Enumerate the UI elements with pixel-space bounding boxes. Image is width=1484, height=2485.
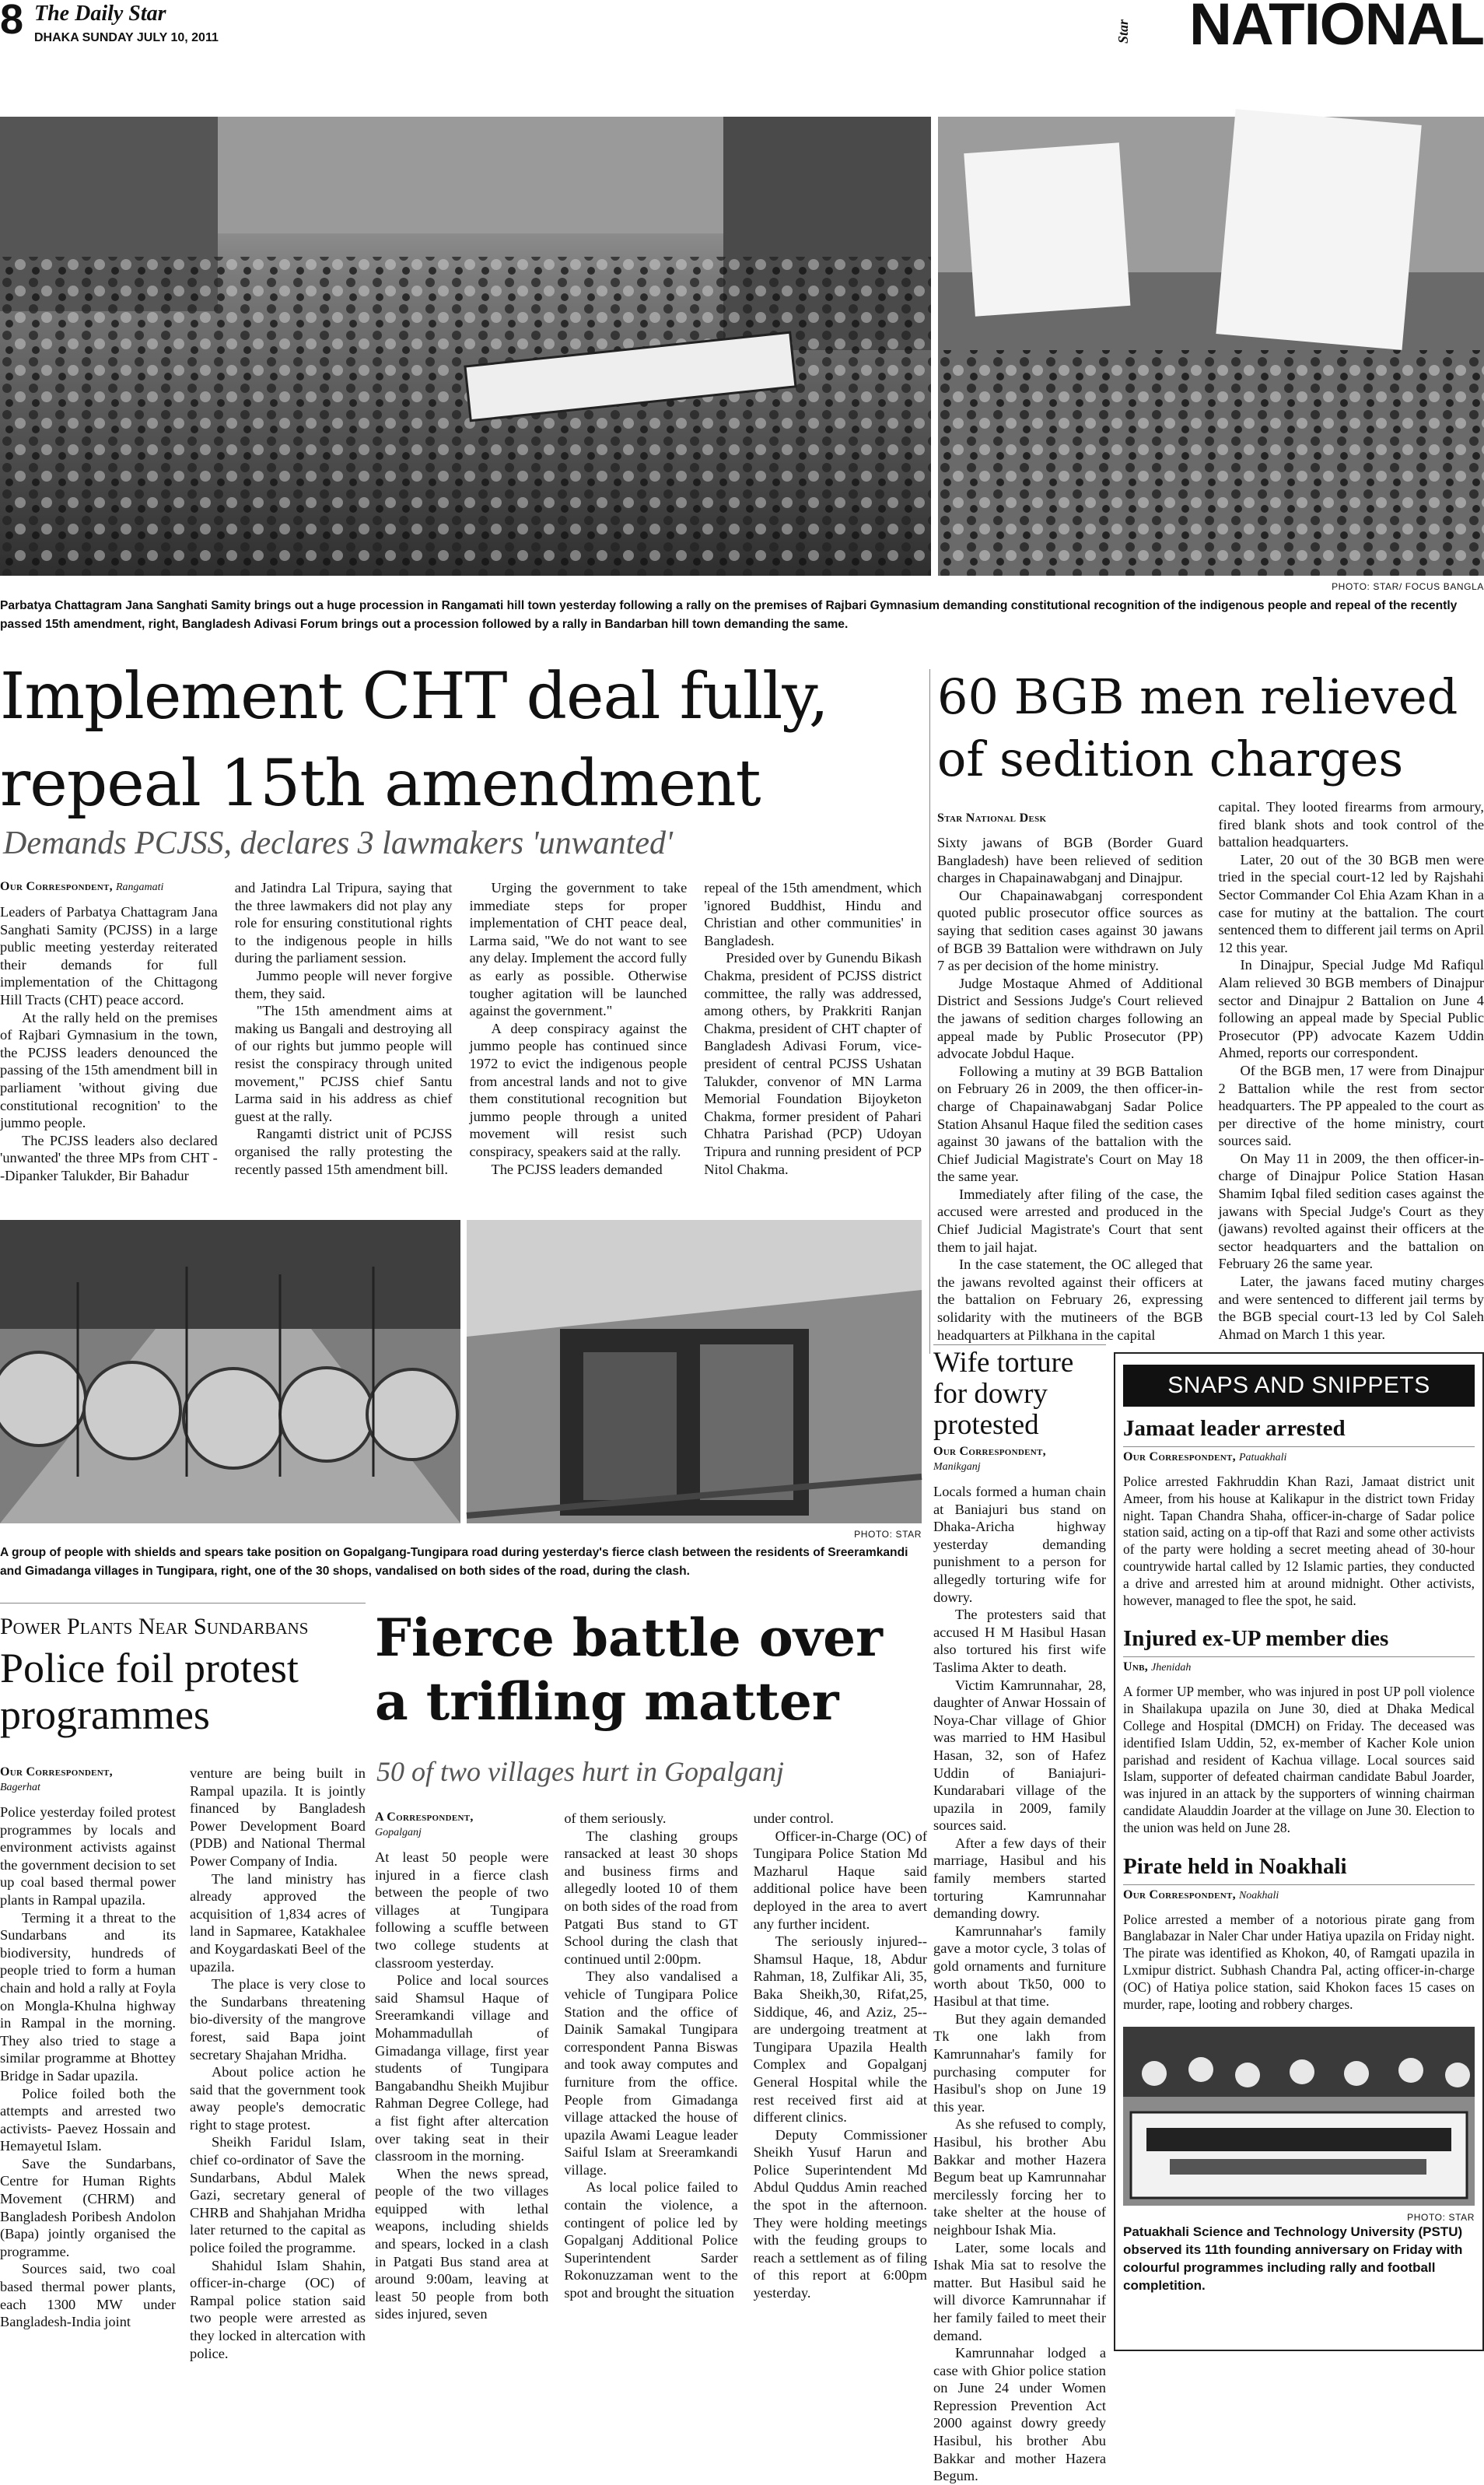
snap-up-byline	[1123, 1656, 1475, 1676]
battle-c2-p4: As local police failed to contain the violence, a contingent of police led by Gopalganj Additional Police Superintendent Sarder Rokonuzzaman went to the spot and brought the situation	[564, 2178, 737, 2301]
dowry-article	[933, 1444, 1106, 2485]
bgb-c2-p1: capital. They looted firearms from armoury, fired blank shots and took control of the battalion headquarters.	[1219, 798, 1484, 851]
battle-column-2	[564, 1810, 737, 2323]
top-photo-caption: Parbatya Chattagram Jana Sanghati Samity brings out a huge procession in Rangamati hill town yesterday following a rally on the premises of Rajbari Gymnasium demanding constitutional recognition of the indigenous people and repeal of the recently passed 15th amendment, right, Bangladesh Adivasi Forum brings out a procession followed by a rally in Bandarban hill town demanding the same.	[0, 597, 1484, 634]
cht-headline: Implement CHT deal fully, repeal 15th amendment	[0, 654, 926, 828]
battle-c2-p1: of them seriously.	[564, 1810, 737, 1828]
section-logo: Star	[1115, 19, 1132, 44]
dowry-top-rule	[933, 1344, 1106, 1345]
vandalised-shop-photo	[467, 1220, 922, 1523]
column-rule	[929, 669, 930, 1354]
power-c2-p1: venture are being built in Rampal upazila. It is jointly financed by Bangladesh Power Development Board (PDB) and National Thermal Power Company of India.	[190, 1765, 366, 1870]
bgb-column-2	[1219, 798, 1484, 1344]
snaps-title: SNAPS AND SNIPPETS	[1167, 1372, 1430, 1398]
mid-photo-caption: A group of people with shields and spears take position on Gopalgang-Tungipara road during yesterday's fierce clash between the residents of Sreeramkandi and Gimadanga villages in Tungipara, right, one of the 30 shops, vandalised on both sides of the road, during the clash.	[0, 1544, 926, 1581]
bgb-c2-p4: Of the BGB men, 17 were from Dinajpur 2 Battalion while the rest from sector headquarters. The PP appealed to the court as per directive of the home ministry, court sources said.	[1219, 1062, 1484, 1150]
snaps-box	[1114, 1352, 1484, 2351]
power-c2-p5: Sheikh Faridul Islam, chief co-ordinator of Save the Sundarbans, Abdul Malek Gazi, secretary general of CHRB and Shahjahan Mridha later returned to the capital as police foiled the programme.	[190, 2133, 366, 2256]
bgb-c2-p5: On May 11 in 2009, the then officer-in-charge of Dinajpur Police Station Hasan Shamim Iqbal filed sedition cases against the jawans with Special Judge's Court as they (jawans) revolted against their officers at the sector headquarters and the battalion on February 26 the same year.	[1219, 1150, 1484, 1273]
cht-c1-p3: The PCJSS leaders also declared 'unwanted' the three MPs from CHT --Dipanker Talukder, Bir Bahadur	[0, 1132, 218, 1185]
cht-c1-p2: At the rally held on the premises of Rajbari Gymnasium in the town, the PCJSS leaders denounced the passing of the 15th amendment bill in parliament 'without giving due constitutional recognition' to the jummo people.	[0, 1009, 218, 1132]
page-number: 8	[0, 0, 23, 44]
power-byline	[0, 1765, 176, 1796]
battle-c2-p2: The clashing groups ransacked at least 30 shops and business firms and allegedly looted 10 of them on both sides of the road from Patgati Bus stand to GT School during the clash that continued until 2:00pm.	[564, 1828, 737, 1968]
bgb-c1-p2: Our Chapainawabganj correspondent quoted public prosecutor office sources as saying that sedition cases against 30 jawans of BGB 39 Battalion were withdrawn on July 7 as per decision of the home ministry.	[937, 887, 1203, 975]
bgb-c2-p2: Later, 20 out of the 30 BGB men were tried in the special court-12 led by Rajshahi Sector Commander Col Ehia Azam Khan in a case for mutiny at the battalion. The court sentenced them to different jail terms on April 12 this year.	[1219, 851, 1484, 957]
snaps-title-bar	[1123, 1365, 1475, 1407]
masthead: The Daily Star	[34, 2, 166, 26]
power-article	[0, 1765, 366, 2362]
power-c2-p2: The land ministry has already approved the acquisition of 1,834 acres of land in Sapmaree, Katakhalee and Koygardaskati Beel of the upazila.	[190, 1870, 366, 1976]
dowry-headline: Wife torture for dowry protested	[933, 1348, 1106, 1441]
power-top-rule	[0, 1603, 366, 1604]
cht-c4-p1: repeal of the 15th amendment, which 'ignored Buddhist, Hindu and Christian and other communities' in Bangladesh.	[704, 879, 922, 949]
dowry-byline-text: Our Correspondent,	[933, 1445, 1046, 1458]
battle-c3-p3: The seriously injured--Shamsul Haque, 18, Abdur Rahman, 18, Zulfikar Ali, 35, Baka Sheikh,30, Rifat,25, Siddique, 46, and Aziz, 25--are undergoing treatment at Tungipara Upazila Health Complex and Gopalganj General Hospital while the rest received first aid at different clinics.	[754, 1933, 927, 2126]
battle-column-3	[754, 1810, 927, 2323]
snap-item-pirate	[1123, 1854, 1475, 2014]
power-column-1	[0, 1765, 176, 2362]
snap-jamaat-location: Patuakhali	[1239, 1452, 1286, 1463]
cht-column-2	[235, 879, 453, 1185]
power-location: Bagerhat	[0, 1780, 176, 1796]
snap-jamaat-byline	[1123, 1446, 1475, 1466]
battle-byline-text: A Correspondent,	[375, 1810, 474, 1824]
battle-c3-p4: Deputy Commissioner Sheikh Yusuf Harun and Police Superintendent Md Abdul Quddus Amin reached the spot in the afternoon. They were holding meetings with the feuding groups to reach a settlement as of filing of this report at 6:00pm yesterday.	[754, 2126, 927, 2302]
battle-c2-p3: They also vandalised a vehicle of Tungipara Police Station and the office of Dainik Samakal Tungipara correspondent Panna Biswas and took away computes and furniture from the office. People from Gimadanga village attacked the house of upazila Awami League leader Saiful Islam at Sreeramkandi village.	[564, 1968, 737, 2178]
cht-c2-p1: and Jatindra Lal Tripura, saying that the three lawmakers did not play any role for ensuring constitutional rights to the indigenous people in hills during the parliament session.	[235, 879, 453, 967]
snap-item-jamaat	[1123, 1416, 1475, 1609]
power-c2-p3: The place is very close to the Sundarbans threatening bio-diversity of the mangrove forest, said Bapa joint secretary Shajahan Mridha.	[190, 1975, 366, 2063]
snap-jamaat-body: Police arrested Fakhruddin Khan Razi, Jamaat district unit Ameer, from his house at Kalikapur in the district town Friday night. Tapan Chandra Shaha, officer-in-charge of Sadar police station said, acting on a tip-off that Razi and some other activists of the party were holding a secret meeting ahead of 30-hour countrywide hartal called by 12 Islamic parties, they conducted a drive and arrested him at around midnight. Other activists, however, managed to flee the spot, he said.	[1123, 1474, 1475, 1609]
shields-spears-photo	[0, 1220, 460, 1523]
dowry-p7: As she refused to comply, Hasibul, his brother Abu Bakkar and mother Hazera Begum beat up Kamrunnahar mercilessly forcing her to take shelter at the house of neighbour Ishak Mia.	[933, 2115, 1106, 2238]
dowry-p8: Later, some locals and Ishak Mia sat to resolve the matter. But Hasibul said he will divorce Kamrunnahar if her family failed to meet their demand.	[933, 2239, 1106, 2345]
snap-pirate-body: Police arrested a member of a notorious pirate gang from Banglabazar in Naler Char under Hatiya upazila on Friday night. The pirate was identified as Khokon, 40, of Ramgati upazila in Lxmipur district. Subhash Chandra Pal, acting officer-in-charge (OC) of Hatiya police station, said Khokon faces 15 cases on murder, rape, looting and robbery charges.	[1123, 1912, 1475, 2014]
bgb-byline	[937, 811, 1203, 826]
section-title: NATIONAL	[1189, 0, 1484, 58]
bgb-c1-p1: Sixty jawans of BGB (Border Guard Bangladesh) have been relieved of sedition charges in Chapainawabganj and Dinajpur.	[937, 834, 1203, 887]
cht-c1-p1: Leaders of Parbatya Chattagram Jana Sanghati Samity (PCJSS) in a large public meeting yesterday reiterated their demands for full implementation of the Chittagong Hill Tracts (CHT) peace accord.	[0, 903, 218, 1009]
power-headline: Police foil protest programmes	[0, 1645, 366, 1738]
power-c2-p4: About police action he said that the government took away people's democratic right to stage protest.	[190, 2063, 366, 2133]
bandarban-procession-photo	[938, 117, 1484, 576]
dateline: DHAKA SUNDAY JULY 10, 2011	[34, 31, 219, 45]
cht-c2-p4: Rangamti district unit of PCJSS organised the rally protesting the recently passed 15th amendment bill.	[235, 1125, 453, 1178]
cht-article	[0, 879, 922, 1185]
battle-c1-p2: Police and local sources said Shamsul Haque of Sreeramkandi village and Mohammadullah of Gimadanga village, first year students of Tungipara Bangabandhu Sheikh Mujibur Rahman Degree College, had a fist fight after altercation over taking seat in their classroom in the morning.	[375, 1972, 548, 2165]
dowry-p4: After a few days of their marriage, Hasibul and his family members started torturing Kamrunnahar demanding dowry.	[933, 1835, 1106, 1922]
power-c1-p1: Police yesterday foiled protest programmes by locals and environment activists against the government decision to set up coal based thermal power plants in Rampal upazila.	[0, 1803, 176, 1909]
cht-c4-p2: Presided over by Gunendu Bikash Chakma, president of PCJSS district committee, the rally was addressed, among others, by Prakkriti Ranjan Chakma, president of CHT chapter of Bangladesh Adivasi Forum, vice-president of central PCJSS Ushatan Talukder, convenor of MN Larma Memorial Foundation Bijoyketon Chakma, former president of Pahari Chhatra Parishad (PCP) Udoyan Tripura and running president of PCP Nitol Chakma.	[704, 949, 922, 1178]
battle-c1-p3: When the news spread, people of the two villages equipped with lethal weapons, including shields and spears, locked in a clash in Patgati Bus stand area at around 9:00am, leaving at least 50 people from both sides injured, seven	[375, 2165, 548, 2323]
cht-column-3	[470, 879, 688, 1185]
dowry-p1: Locals formed a human chain at Baniajuri bus stand on Dhaka-Aricha highway yesterday demanding punishment to a person for allegedly torturing wife for dowry.	[933, 1483, 1106, 1606]
snap-jamaat-headline: Jamaat leader arrested	[1123, 1416, 1475, 1442]
dowry-location: Manikganj	[933, 1460, 1106, 1475]
dowry-p3: Victim Kamrunnahar, 28, daughter of Anwar Hossain of Noya-Char village of Ghior was married to HM Hasibul Hasan, 32, son of Hafez Uddin of Baniajuri-Kundarabari village of the upazila in 2009, family sources said.	[933, 1677, 1106, 1835]
bgb-article	[937, 811, 1484, 1344]
snap-pirate-byline	[1123, 1884, 1475, 1904]
cht-c2-p3: "The 15th amendment aims at making us Bangali and destroying all of our rights but jummo people will resist the conspiracy through united movement," PCJSS chief Santu Larma said in his address as chief guest at the rally.	[235, 1002, 453, 1125]
rangamati-procession-photo	[0, 117, 931, 576]
cht-subhead: Demands PCJSS, declares 3 lawmakers 'unwanted'	[3, 825, 921, 862]
power-c1-p3: Police foiled both the attempts and arrested two activists- Paevez Hossain and Hemayetul Islam.	[0, 2085, 176, 2155]
bgb-headline: 60 BGB men relieved of sedition charges	[937, 666, 1482, 790]
cht-c3-p2: A deep conspiracy against the jummo people has continued since 1972 to evict the indigenous people from ancestral lands and not to give them constitutional recognition but jummo people through a united movement will resist such conspiracy, speakers said at the rally.	[470, 1020, 688, 1161]
vandalised-shop-image	[467, 1220, 922, 1523]
pstu-anniversary-image	[1123, 2027, 1475, 2206]
cht-c2-p2: Jummo people will never forgive them, they said.	[235, 967, 453, 1002]
battle-c1-p1: At least 50 people were injured in a fierce clash between the people of two villages at Tungipara following a scuffle between two college students at classroom yesterday.	[375, 1849, 548, 1972]
battle-c3-p2: Officer-in-Charge (OC) of Tungipara Police Station Md Mazharul Haque said additional police have been deployed in the area to avert any further incident.	[754, 1828, 927, 1933]
power-byline-text: Our Correspondent,	[0, 1765, 113, 1779]
bgb-c1-p4: Following a mutiny at 39 BGB Battalion on February 26 in 2009, the then officer-in-charge of Chapainawabganj Sadar Police Station Ahsanul Haque filed the sedition cases against 30 jawans of the battalion with the Chief Judicial Magistrate's Court on May 18 the same year.	[937, 1063, 1203, 1186]
cht-column-1	[0, 879, 218, 1185]
snap-pirate-headline: Pirate held in Noakhali	[1123, 1854, 1475, 1880]
cht-c3-p3: The PCJSS leaders demanded	[470, 1161, 688, 1179]
mid-photo-credit: PHOTO: STAR	[700, 1529, 922, 1540]
shields-spears-image	[0, 1220, 460, 1523]
snap-up-byline-text: Unb,	[1123, 1660, 1148, 1674]
dowry-p9: Kamrunnahar lodged a case with Ghior police station on June 24 under Women Repression Prevention Act 2000 against dowry greedy Hasibul, his brother Abu Bakkar and mother Hazera Begum.	[933, 2344, 1106, 2485]
battle-article	[375, 1810, 927, 2323]
battle-c3-p1: under control.	[754, 1810, 927, 1828]
cht-location: Rangamati	[116, 881, 163, 893]
pstu-anniversary-photo	[1123, 2027, 1475, 2206]
cht-c3-p1: Urging the government to take immediate steps for proper implementation of CHT peace deal, Larma said, "We do not want to see any delay. Implement the accord fully as early as possible. Otherwise tougher agitation will be launched against the government."	[470, 879, 688, 1020]
pstu-photo-caption: Patuakhali Science and Technology University (PSTU) observed its 11th founding anniversary on Friday with colourful programmes including rally and football completition.	[1123, 2223, 1475, 2294]
battle-subhead: 50 of two villages hurt in Gopalganj	[376, 1755, 929, 1788]
dowry-p5: Kamrunnahar's family gave a motor cycle, 3 tolas of gold ornaments and furniture worth about Tk50, 000 to Hasibul at that time.	[933, 1922, 1106, 2010]
bandarban-procession-image	[938, 117, 1484, 576]
battle-byline	[375, 1810, 548, 1841]
bgb-column-1	[937, 811, 1203, 1344]
battle-column-1	[375, 1810, 548, 2323]
top-photo-credit: PHOTO: STAR/ FOCUS BANGLA	[1167, 581, 1484, 592]
snap-pirate-byline-text: Our Correspondent,	[1123, 1888, 1236, 1901]
cht-byline-text: Our Correspondent,	[0, 880, 113, 893]
power-c1-p5: Sources said, two coal based thermal power plants, each 1300 MW under Bangladesh-India joint	[0, 2260, 176, 2330]
cht-column-4	[704, 879, 922, 1185]
page-header	[0, 0, 1484, 56]
power-c1-p2: Terming it a threat to the Sundarbans and its biodiversity, hundreds of people tried to form a human chain and hold a rally at Foyla on Mongla-Khulna highway in Rampal in the morning. They also tried to stage a similar programme at Bhottey Bridge in Sadar upazila.	[0, 1909, 176, 2085]
power-kicker: Power Plants Near Sundarbans	[0, 1614, 366, 1640]
power-c1-p4: Save the Sundarbans, Centre for Human Rights Movement (CHRM) and Bangladesh Poribesh Andolon (Bapa) jointly organised the programme.	[0, 2155, 176, 2261]
snap-up-headline: Injured ex-UP member dies	[1123, 1626, 1475, 1652]
rangamati-procession-image	[0, 117, 931, 576]
power-column-2	[190, 1765, 366, 2362]
cht-byline	[0, 879, 218, 896]
battle-headline: Fierce battle over a trifling matter	[375, 1606, 929, 1733]
dowry-byline	[933, 1444, 1106, 1475]
snap-up-body: A former UP member, who was injured in post UP poll violence in Shailakupa upazila on June 30, died at Dhaka Medical College and Hospital (DMCH) on Friday. The deceased was identified Islam Uddin, 52, ex-member of Kacher Kole union parishad and resident of Kachua village. Local sources said Islam, supporter of defeated chairman candidate Babul Joarder, was injured in an attack by the supporters of winning chairman candidate Alauddin Joarder at the village on June 30. Election to the union was held on June 28.	[1123, 1684, 1475, 1836]
snap-jamaat-byline-text: Our Correspondent,	[1123, 1450, 1236, 1463]
bgb-c2-p6: Later, the jawans faced mutiny charges and were sentenced to different jail terms by the BGB special court-13 led by Col Saleh Ahmad on March 1 this year.	[1219, 1273, 1484, 1343]
snap-up-location: Jhenidah	[1151, 1662, 1191, 1674]
pstu-photo-credit: PHOTO: STAR	[1123, 2212, 1475, 2223]
bgb-c1-p3: Judge Mostaque Ahmed of Additional District and Sessions Judge's Court relieved the jawans of sedition charges following an appeal made by Public Prosecutor (PP) advocate Jobdul Haque.	[937, 975, 1203, 1063]
dowry-p2: The protesters said that accused H M Hasibul Hasan also tortured his first wife Taslima Akter to death.	[933, 1606, 1106, 1676]
bgb-byline-text: Star National Desk	[937, 811, 1046, 825]
bgb-c1-p5: Immediately after filing of the case, the accused were arrested and produced in the Chief Judicial Magistrate's Court that sent them to jail hajat.	[937, 1186, 1203, 1256]
bgb-c1-p6: In the case statement, the OC alleged that the jawans revolted against their officers at the battalion on February 26, expressing solidarity with the mutineers of the BGB headquarters at Pilkhana in the capital	[937, 1256, 1203, 1344]
snap-pirate-location: Noakhali	[1239, 1890, 1279, 1901]
dowry-p6: But they again demanded Tk one lakh from Kamrunnahar's family for purchasing computer for Hasibul's shop on June 19 this year.	[933, 2010, 1106, 2116]
snap-item-up-member	[1123, 1626, 1475, 1836]
bgb-c2-p3: In Dinajpur, Special Judge Md Rafiqul Alam relieved 30 BGB members of Dinajpur sector and Dinajpur 2 Battalion on June 4 following an appeal made by Special Public Prosecutor (PP) advocate Kazem Uddin Ahmed, reports our correspondent.	[1219, 956, 1484, 1062]
battle-location: Gopalganj	[375, 1825, 548, 1841]
power-c2-p6: Shahidul Islam Shahin, officer-in-charge (OC) of Rampal police station said two people were arrested as they locked in altercation with police.	[190, 2257, 366, 2363]
